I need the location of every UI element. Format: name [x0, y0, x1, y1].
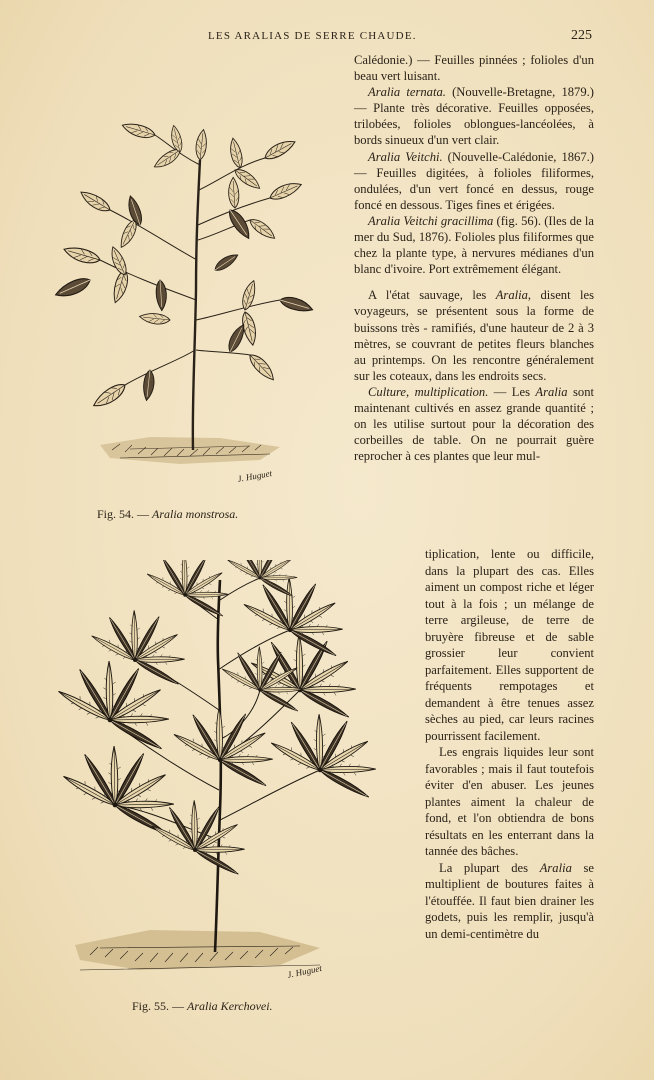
engraver-signature: J. Huguet: [236, 468, 273, 484]
figure-species: Aralia monstrosa.: [152, 507, 239, 521]
running-head: [0, 30, 654, 48]
species-description: (Nouvelle-Bretagne, 1879.) — Plante très décorative. Feuilles opposées, trilobées, folioles oblongues-lancéolées, à bords sinueux d'un vert clair.: [354, 85, 594, 148]
text-run: La plupart des: [439, 860, 540, 875]
text-run: A l'état sauvage, les: [368, 288, 496, 303]
paragraph-culture-continued: tiplication, lente ou difficile, dans la plupart des cas. Elles aiment un compost riche et léger tout à la fois ; un mélange de terre argileuse, de terre de bruyère fibreuse et de sable grossier leur convient parfaitement. Elles supportent de fréquents rempotages et demandent à être tenues assez sèches au pied, car leurs racines pourrissent facilement.: [425, 547, 594, 743]
ground-hatching: [100, 437, 280, 464]
figure-aralia-kerchovei: [20, 560, 390, 1000]
figure-label: Fig. 55.: [132, 999, 170, 1013]
caption-dash: —: [169, 999, 188, 1013]
figure-aralia-monstrosa: [30, 120, 320, 505]
genus-name: Aralia: [495, 288, 528, 303]
paragraph-boutures: [425, 860, 594, 943]
text-run: se multiplient de boutures faites à l'étouffée. Il faut bien drainer les godets, puis les remplir, jusqu'à un demi-centimètre du: [425, 860, 595, 941]
figure-55-caption: [132, 999, 273, 1014]
figure-label: Fig. 54.: [97, 507, 135, 521]
species-name: Aralia Veitchi gracillima: [368, 213, 494, 228]
species-name: Aralia ternata.: [368, 85, 446, 100]
aralia-kerchovei-illustration: [20, 560, 390, 1000]
text-run: sont maintenant cultivés en assez grande quantité ; on les utilise surtout pour la décoration des corbeilles de table. On ne pourrait guère reprocher à ces plantes que leur mul-: [354, 384, 594, 464]
paragraph-caledonie: Calédonie.) — Feuilles pinnées ; folioles d'un beau vert luisant.: [354, 53, 594, 84]
species-description: (fig. 56). (Iles de la mer du Sud, 1876). Folioles plus filiformes que chez la plante type, à nervures médianes d'un blanc d'ivoire. Port extrêmement élégant.: [354, 213, 594, 277]
ground-hatching: [75, 930, 320, 970]
figure-54-caption: [97, 507, 238, 522]
body-text-narrow-column: [425, 546, 594, 942]
paragraph-wild-state: [354, 287, 594, 384]
species-description: (Nouvelle-Calédonie, 1867.) — Feuilles digitées, à folioles filiformes, ondulées, d'un vert foncé en dessus, rouge foncé en dessous. Tiges fines et érigées.: [354, 149, 594, 212]
paragraph-culture: [354, 384, 594, 464]
genus-name: Aralia: [535, 384, 568, 399]
aralia-monstrosa-illustration: [30, 120, 320, 505]
species-name: Aralia Veitchi.: [368, 149, 443, 164]
text-run: , disent les voyageurs, se présentent sous la forme de buissons très - ramifiés, d'une hauteur de 2 à 3 mètres, se couvrant de petites fleurs blanches au printemps. On les rencontre généralement sur les coteaux, dans les endroits secs.: [354, 288, 594, 383]
genus-name: Aralia: [539, 860, 572, 875]
paragraph-aralia-veitchi-gracillima: [354, 213, 594, 277]
paragraph-aralia-veitchi: [354, 149, 594, 213]
caption-dash: —: [134, 507, 153, 521]
body-text-column: [354, 52, 594, 464]
page-number: 225: [571, 28, 592, 43]
paragraph-engrais: Les engrais liquides leur sont favorables ; mais il faut toutefois éviter d'en abuser. Les jeunes plantes aiment la chaleur de fond, et l'on obtiendra de bons résultats en les enterrant dans la tannée des bâches.: [425, 745, 594, 858]
text-run: — Les: [488, 384, 536, 399]
running-title: LES ARALIAS DE SERRE CHAUDE.: [208, 30, 417, 42]
engraver-signature: J. Huguet: [286, 962, 323, 980]
paragraph-aralia-ternata: [354, 84, 594, 148]
section-heading: Culture, multiplication.: [368, 384, 489, 399]
figure-species: Aralia Kerchovei.: [187, 999, 273, 1013]
